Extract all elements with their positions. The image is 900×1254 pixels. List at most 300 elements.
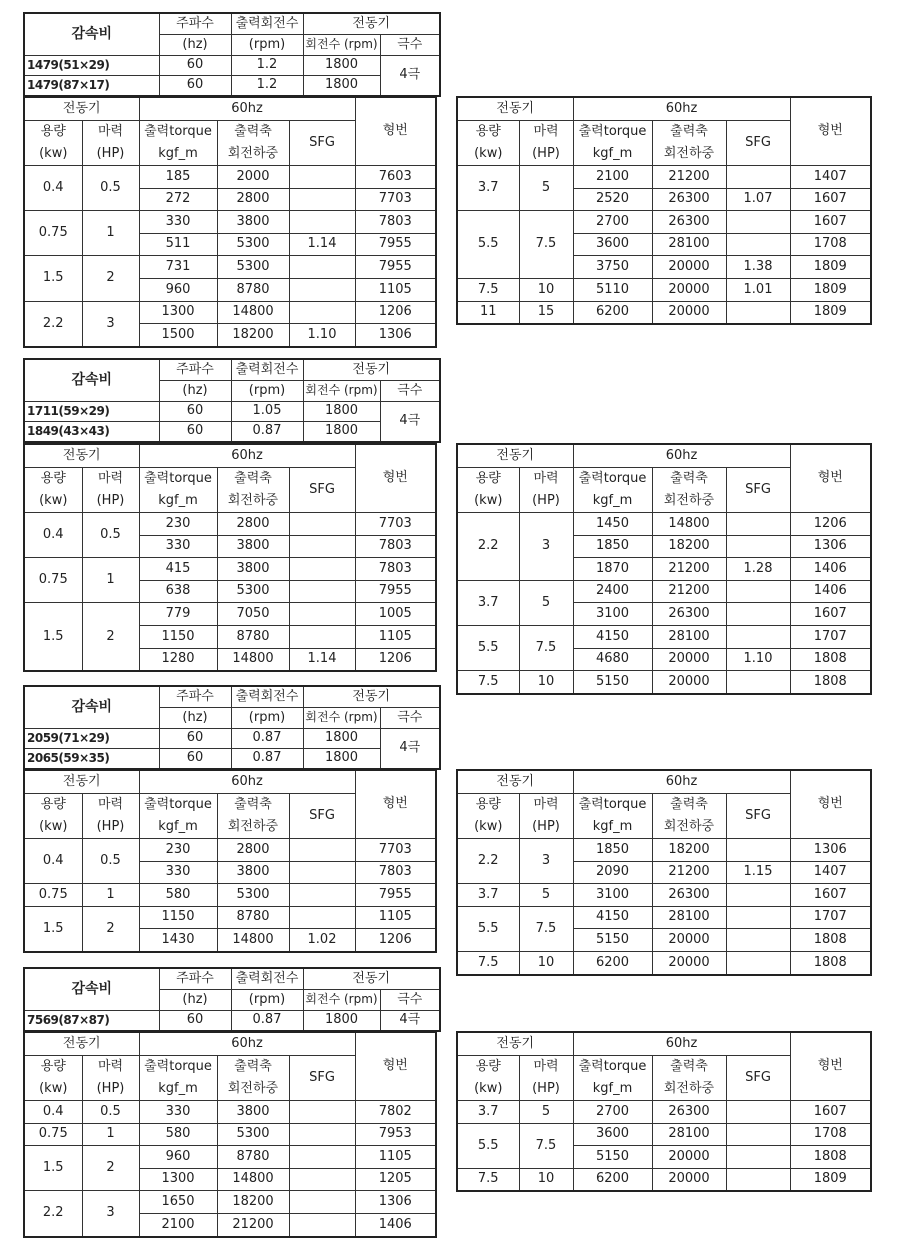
out-speed-label: 출력회전수 (231, 686, 303, 708)
torque-label: 출력torque (573, 1056, 652, 1079)
capacity-unit: (kw) (24, 490, 82, 513)
spec-row (457, 951, 871, 974)
model-value: 1206 (790, 513, 871, 536)
sfg-label: SFG (289, 468, 355, 513)
capacity-unit: (kw) (457, 816, 519, 839)
torque-value: 5150 (573, 671, 652, 694)
motor-label: 전동기 (24, 444, 139, 468)
spec-row (457, 671, 871, 694)
torque-value: 1870 (573, 558, 652, 581)
sfg-value (289, 625, 355, 648)
capacity-kw: 0.4 (24, 166, 82, 211)
freq-value: 60 (159, 729, 231, 749)
sfg-value: 1.14 (289, 648, 355, 671)
torque-value: 1280 (139, 648, 217, 671)
horsepower-hp: 7.5 (519, 625, 573, 670)
capacity-unit: (kw) (457, 143, 519, 166)
load-value: 2000 (217, 166, 289, 189)
torque-value: 960 (139, 1146, 217, 1169)
spec-row (24, 1191, 436, 1214)
torque-value: 1150 (139, 906, 217, 929)
model-value: 1206 (355, 301, 436, 324)
sfg-value: 1.07 (726, 188, 790, 211)
model-value: 1306 (355, 1191, 436, 1214)
torque-value: 1850 (573, 839, 652, 862)
out-speed-label: 출력회전수 (231, 968, 303, 990)
sfg-value (289, 1101, 355, 1124)
spec-row (24, 884, 436, 907)
horsepower-hp: 0.5 (82, 513, 139, 558)
shaft-label: 출력축 (217, 121, 289, 144)
spec-row (457, 839, 871, 862)
sfg-value (726, 884, 790, 907)
rpm-value: 0.87 (231, 749, 303, 770)
sfg-value (289, 513, 355, 536)
horsepower-hp: 0.5 (82, 839, 139, 884)
load-value: 5300 (217, 580, 289, 603)
model-value: 7955 (355, 884, 436, 907)
model-label: 형번 (790, 444, 871, 513)
sfg-value (726, 603, 790, 626)
horsepower-hp: 10 (519, 671, 573, 694)
capacity-kw: 11 (457, 301, 519, 324)
load-value: 14800 (217, 301, 289, 324)
load-value: 3800 (217, 1101, 289, 1124)
ratio-row (24, 56, 440, 76)
capacity-kw: 2.2 (457, 513, 519, 581)
horsepower-hp: 10 (519, 1168, 573, 1191)
shaft-load-label: 회전하중 (217, 143, 289, 166)
motor-spec-table-right (456, 769, 872, 976)
model-value: 1105 (355, 625, 436, 648)
motor-label: 전동기 (457, 97, 573, 121)
capacity-kw: 7.5 (457, 951, 519, 974)
horsepower-hp: 7.5 (519, 211, 573, 279)
torque-value: 3100 (573, 884, 652, 907)
load-value: 3800 (217, 211, 289, 234)
rpm-value: 1.2 (231, 76, 303, 97)
motor-speed-label: 회전수 (rpm) (303, 990, 380, 1011)
torque-unit: kgf_m (139, 1078, 217, 1101)
ratio-label: 감속비 (24, 359, 159, 402)
torque-label: 출력torque (573, 794, 652, 817)
spec-row (457, 513, 871, 536)
model-value: 1607 (790, 211, 871, 234)
ratio-value: 1479(51×29) (24, 56, 159, 76)
ratio-header-table (23, 358, 441, 443)
torque-label: 출력torque (573, 121, 652, 144)
sfg-label: SFG (726, 1056, 790, 1101)
load-value: 28100 (652, 906, 726, 929)
capacity-label: 용량 (457, 468, 519, 491)
load-value: 14800 (217, 1168, 289, 1191)
capacity-kw: 0.75 (24, 1123, 82, 1146)
torque-value: 1300 (139, 1168, 217, 1191)
torque-value: 511 (139, 233, 217, 256)
torque-value: 2100 (573, 166, 652, 189)
model-label: 형번 (355, 444, 436, 513)
out-speed-unit: (rpm) (231, 990, 303, 1011)
torque-value: 5110 (573, 278, 652, 301)
horsepower-hp: 7.5 (519, 906, 573, 951)
spec-row (24, 1146, 436, 1169)
torque-value: 2400 (573, 580, 652, 603)
sfg-value (289, 884, 355, 907)
poles-value: 4극 (380, 402, 440, 443)
spec-row (24, 906, 436, 929)
torque-unit: kgf_m (139, 143, 217, 166)
capacity-label: 용량 (24, 121, 82, 144)
freq-label: 주파수 (159, 686, 231, 708)
model-value: 1707 (790, 906, 871, 929)
torque-unit: kgf_m (139, 490, 217, 513)
sfg-value (726, 929, 790, 952)
load-value: 8780 (217, 906, 289, 929)
ratio-label: 감속비 (24, 968, 159, 1011)
horsepower-unit: (HP) (82, 143, 139, 166)
load-value: 2800 (217, 513, 289, 536)
out-speed-label: 출력회전수 (231, 13, 303, 35)
motor-label: 전동기 (303, 686, 440, 708)
out-speed-label: 출력회전수 (231, 359, 303, 381)
capacity-kw: 3.7 (457, 884, 519, 907)
sfg-value (289, 278, 355, 301)
hz-label: 60hz (573, 444, 790, 468)
motor-rpm-value: 1800 (303, 749, 380, 770)
torque-value: 2090 (573, 861, 652, 884)
hz-label: 60hz (139, 1032, 355, 1056)
horsepower-hp: 3 (82, 301, 139, 347)
model-label: 형번 (790, 770, 871, 839)
model-value: 1306 (790, 535, 871, 558)
ratio-value: 1711(59×29) (24, 402, 159, 422)
capacity-kw: 0.4 (24, 1101, 82, 1124)
spec-row (457, 301, 871, 324)
model-value: 1607 (790, 188, 871, 211)
motor-spec-table-left (23, 1031, 437, 1238)
torque-value: 1850 (573, 535, 652, 558)
sfg-value (726, 1146, 790, 1169)
capacity-kw: 5.5 (457, 1123, 519, 1168)
sfg-value (289, 166, 355, 189)
sfg-label: SFG (289, 121, 355, 166)
hz-label: 60hz (573, 97, 790, 121)
sfg-value (289, 1168, 355, 1191)
load-value: 20000 (652, 648, 726, 671)
capacity-kw: 5.5 (457, 211, 519, 279)
ratio-value: 7569(87×87) (24, 1011, 159, 1032)
torque-unit: kgf_m (573, 143, 652, 166)
torque-value: 6200 (573, 1168, 652, 1191)
horsepower-hp: 2 (82, 1146, 139, 1191)
capacity-label: 용량 (457, 1056, 519, 1079)
motor-rpm-value: 1800 (303, 402, 380, 422)
sfg-value (289, 211, 355, 234)
spec-row (457, 884, 871, 907)
model-value: 1105 (355, 906, 436, 929)
rpm-value: 0.87 (231, 729, 303, 749)
load-value: 14800 (217, 929, 289, 952)
sfg-value (726, 625, 790, 648)
rpm-value: 1.05 (231, 402, 303, 422)
load-value: 26300 (652, 603, 726, 626)
torque-value: 4150 (573, 906, 652, 929)
model-value: 7703 (355, 188, 436, 211)
shaft-label: 출력축 (652, 1056, 726, 1079)
torque-value: 2520 (573, 188, 652, 211)
poles-label: 극수 (380, 35, 440, 56)
load-value: 21200 (652, 580, 726, 603)
sfg-value (289, 188, 355, 211)
torque-value: 1430 (139, 929, 217, 952)
torque-value: 330 (139, 1101, 217, 1124)
load-value: 3800 (217, 861, 289, 884)
load-value: 5300 (217, 1123, 289, 1146)
capacity-kw: 3.7 (457, 1101, 519, 1124)
motor-label: 전동기 (303, 359, 440, 381)
torque-label: 출력torque (139, 1056, 217, 1079)
sfg-value (726, 211, 790, 234)
sfg-value (289, 535, 355, 558)
model-value: 7703 (355, 839, 436, 862)
horsepower-hp: 2 (82, 603, 139, 671)
torque-label: 출력torque (573, 468, 652, 491)
torque-unit: kgf_m (573, 1078, 652, 1101)
freq-value: 60 (159, 749, 231, 770)
spec-row (457, 166, 871, 189)
load-value: 26300 (652, 1101, 726, 1124)
load-value: 3800 (217, 535, 289, 558)
load-value: 20000 (652, 278, 726, 301)
capacity-unit: (kw) (457, 1078, 519, 1101)
load-value: 8780 (217, 625, 289, 648)
horsepower-hp: 10 (519, 278, 573, 301)
horsepower-hp: 3 (82, 1191, 139, 1237)
motor-spec-table-left (23, 443, 437, 672)
model-value: 1708 (790, 233, 871, 256)
torque-value: 1450 (573, 513, 652, 536)
model-value: 1808 (790, 929, 871, 952)
model-value: 1406 (790, 558, 871, 581)
load-value: 26300 (652, 884, 726, 907)
sfg-value (289, 580, 355, 603)
sfg-value: 1.14 (289, 233, 355, 256)
sfg-value (726, 513, 790, 536)
poles-value: 4극 (380, 729, 440, 770)
spec-row (457, 278, 871, 301)
torque-value: 330 (139, 211, 217, 234)
freq-value: 60 (159, 56, 231, 76)
spec-row (457, 580, 871, 603)
capacity-kw: 1.5 (24, 603, 82, 671)
ratio-value: 1849(43×43) (24, 422, 159, 443)
sfg-value (726, 839, 790, 862)
load-value: 26300 (652, 211, 726, 234)
sfg-value (726, 166, 790, 189)
load-value: 18200 (217, 1191, 289, 1214)
poles-value: 4극 (380, 1011, 440, 1032)
spec-row (457, 1123, 871, 1146)
freq-label: 주파수 (159, 13, 231, 35)
motor-rpm-value: 1800 (303, 422, 380, 443)
out-speed-unit: (rpm) (231, 381, 303, 402)
freq-value: 60 (159, 1011, 231, 1032)
shaft-load-label: 회전하중 (217, 816, 289, 839)
capacity-kw: 7.5 (457, 671, 519, 694)
ratio-row (24, 749, 440, 770)
motor-label: 전동기 (457, 444, 573, 468)
shaft-load-label: 회전하중 (652, 816, 726, 839)
load-value: 2800 (217, 839, 289, 862)
spec-row (24, 558, 436, 581)
torque-value: 2700 (573, 211, 652, 234)
spec-row (24, 1123, 436, 1146)
hz-label: 60hz (573, 1032, 790, 1056)
capacity-kw: 7.5 (457, 1168, 519, 1191)
sfg-value: 1.02 (289, 929, 355, 952)
motor-spec-table-right (456, 96, 872, 325)
torque-value: 6200 (573, 301, 652, 324)
torque-value: 330 (139, 861, 217, 884)
motor-speed-label: 회전수 (rpm) (303, 35, 380, 56)
capacity-unit: (kw) (24, 1078, 82, 1101)
ratio-header-table (23, 12, 441, 97)
horsepower-hp: 1 (82, 1123, 139, 1146)
model-value: 7955 (355, 580, 436, 603)
sfg-value: 1.10 (289, 324, 355, 347)
freq-label: 주파수 (159, 968, 231, 990)
load-value: 20000 (652, 1168, 726, 1191)
horsepower-hp: 5 (519, 1101, 573, 1124)
torque-value: 638 (139, 580, 217, 603)
model-value: 1306 (790, 839, 871, 862)
ratio-value: 2059(71×29) (24, 729, 159, 749)
horsepower-label: 마력 (82, 1056, 139, 1079)
capacity-kw: 0.4 (24, 839, 82, 884)
torque-value: 185 (139, 166, 217, 189)
load-value: 20000 (652, 1146, 726, 1169)
load-value: 5300 (217, 884, 289, 907)
load-value: 5300 (217, 256, 289, 279)
horsepower-label: 마력 (82, 794, 139, 817)
motor-spec-table-left (23, 96, 437, 348)
horsepower-hp: 0.5 (82, 1101, 139, 1124)
sfg-label: SFG (289, 1056, 355, 1101)
torque-label: 출력torque (139, 468, 217, 491)
horsepower-hp: 5 (519, 166, 573, 211)
ratio-row (24, 1011, 440, 1032)
load-value: 8780 (217, 1146, 289, 1169)
motor-speed-label: 회전수 (rpm) (303, 708, 380, 729)
horsepower-label: 마력 (519, 1056, 573, 1079)
horsepower-unit: (HP) (82, 490, 139, 513)
sfg-value (726, 1101, 790, 1124)
ratio-row (24, 729, 440, 749)
model-value: 7802 (355, 1101, 436, 1124)
torque-label: 출력torque (139, 121, 217, 144)
sfg-value (289, 603, 355, 626)
capacity-label: 용량 (24, 1056, 82, 1079)
motor-label: 전동기 (24, 97, 139, 121)
sfg-value (726, 906, 790, 929)
torque-value: 272 (139, 188, 217, 211)
horsepower-hp: 2 (82, 256, 139, 301)
model-label: 형번 (790, 1032, 871, 1101)
motor-spec-table-right (456, 1031, 872, 1192)
model-value: 1607 (790, 1101, 871, 1124)
model-value: 1206 (355, 929, 436, 952)
motor-rpm-value: 1800 (303, 729, 380, 749)
load-value: 28100 (652, 233, 726, 256)
hz-label: 60hz (139, 444, 355, 468)
capacity-label: 용량 (24, 794, 82, 817)
torque-unit: kgf_m (573, 490, 652, 513)
model-value: 7803 (355, 861, 436, 884)
model-value: 7955 (355, 233, 436, 256)
shaft-label: 출력축 (652, 468, 726, 491)
capacity-kw: 0.75 (24, 558, 82, 603)
load-value: 8780 (217, 278, 289, 301)
model-label: 형번 (355, 97, 436, 166)
ratio-row (24, 76, 440, 97)
sfg-value (289, 906, 355, 929)
horsepower-hp: 5 (519, 884, 573, 907)
ratio-label: 감속비 (24, 13, 159, 56)
horsepower-hp: 3 (519, 513, 573, 581)
torque-value: 415 (139, 558, 217, 581)
motor-label: 전동기 (24, 770, 139, 794)
sfg-value (726, 580, 790, 603)
model-value: 7803 (355, 558, 436, 581)
capacity-kw: 0.75 (24, 884, 82, 907)
poles-value: 4극 (380, 56, 440, 97)
shaft-label: 출력축 (217, 468, 289, 491)
load-value: 20000 (652, 671, 726, 694)
model-value: 1808 (790, 1146, 871, 1169)
horsepower-unit: (HP) (82, 1078, 139, 1101)
hz-label: 60hz (573, 770, 790, 794)
capacity-unit: (kw) (24, 816, 82, 839)
shaft-load-label: 회전하중 (652, 490, 726, 513)
model-value: 1809 (790, 278, 871, 301)
horsepower-unit: (HP) (519, 490, 573, 513)
capacity-kw: 0.4 (24, 513, 82, 558)
capacity-kw: 2.2 (24, 1191, 82, 1237)
horsepower-unit: (HP) (519, 816, 573, 839)
sfg-value: 1.10 (726, 648, 790, 671)
torque-value: 330 (139, 535, 217, 558)
model-value: 1407 (790, 166, 871, 189)
sfg-value (726, 1123, 790, 1146)
model-label: 형번 (355, 1032, 436, 1101)
load-value: 20000 (652, 929, 726, 952)
sfg-value (289, 1123, 355, 1146)
capacity-kw: 1.5 (24, 1146, 82, 1191)
spec-row (457, 625, 871, 648)
load-value: 20000 (652, 301, 726, 324)
capacity-label: 용량 (457, 121, 519, 144)
model-value: 7955 (355, 256, 436, 279)
spec-row (24, 301, 436, 324)
torque-value: 779 (139, 603, 217, 626)
motor-rpm-value: 1800 (303, 76, 380, 97)
sfg-value (289, 558, 355, 581)
capacity-kw: 1.5 (24, 906, 82, 952)
model-value: 1407 (790, 861, 871, 884)
motor-label: 전동기 (24, 1032, 139, 1056)
hz-label: 60hz (139, 97, 355, 121)
sfg-value (289, 1146, 355, 1169)
